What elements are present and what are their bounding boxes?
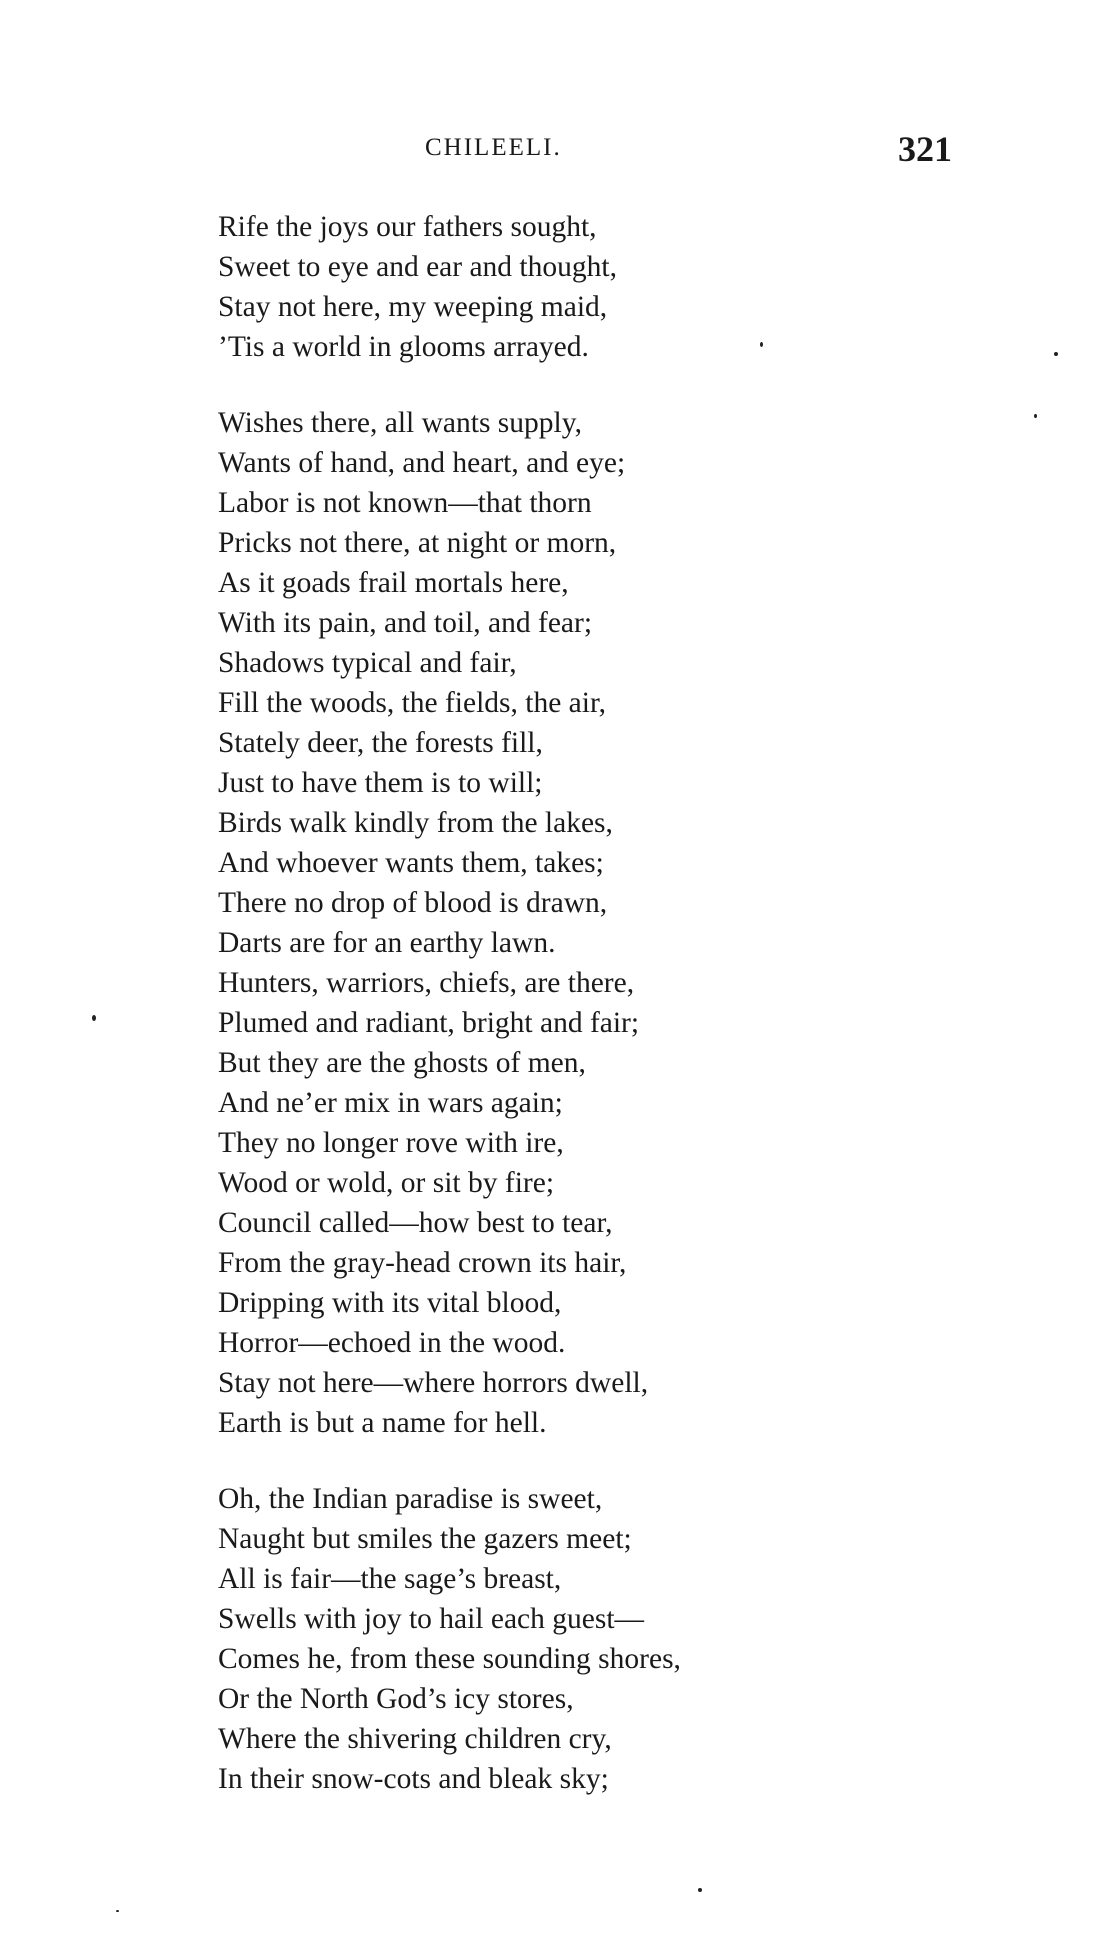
poem-line: Birds walk kindly from the lakes,	[218, 807, 613, 839]
poem-line: Labor is not known—that thorn	[218, 487, 592, 519]
poem-line: In their snow-cots and bleak sky;	[218, 1763, 609, 1795]
poem-line: Or the North God’s icy stores,	[218, 1683, 574, 1715]
poem-line: Stay not here, my weeping maid,	[218, 291, 608, 323]
poem-line: Wishes there, all wants supply,	[218, 407, 582, 439]
poem-line: Horror—echoed in the wood.	[218, 1327, 566, 1359]
poem-line: And ne’er mix in wars again;	[218, 1087, 563, 1119]
scan-speck	[92, 1015, 96, 1021]
poem-line: Darts are for an earthy lawn.	[218, 927, 556, 959]
poem-line: Dripping with its vital blood,	[218, 1287, 562, 1319]
poem-line: Pricks not there, at night or morn,	[218, 527, 617, 559]
poem-line: As it goads frail mortals here,	[218, 567, 569, 599]
running-title: CHILEELI.	[425, 134, 562, 161]
poem-line: Council called—how best to tear,	[218, 1207, 613, 1239]
poem-line: But they are the ghosts of men,	[218, 1047, 586, 1079]
poem-line: Plumed and radiant, bright and fair;	[218, 1007, 640, 1039]
poem-line: Rife the joys our fathers sought,	[218, 211, 597, 243]
page-number: 321	[898, 129, 952, 169]
poem-line: Wood or wold, or sit by fire;	[218, 1167, 555, 1199]
poem-line: Fill the woods, the fields, the air,	[218, 687, 606, 719]
poem-line: Wants of hand, and heart, and eye;	[218, 447, 626, 479]
poem-line: They no longer rove with ire,	[218, 1127, 564, 1159]
poem-line: With its pain, and toil, and fear;	[218, 607, 593, 639]
scan-speck	[1054, 352, 1058, 356]
poem-line: All is fair—the sage’s breast,	[218, 1563, 562, 1595]
scan-speck	[1034, 414, 1037, 418]
poem-line: Shadows typical and fair,	[218, 647, 517, 679]
poem-line: Stately deer, the forests fill,	[218, 727, 543, 759]
poem-line: ’Tis a world in glooms arrayed.	[218, 331, 589, 363]
poem-line: Just to have them is to will;	[218, 767, 543, 799]
scan-speck	[698, 1888, 702, 1892]
poem-line: Sweet to eye and ear and thought,	[218, 251, 617, 283]
poem-line: Swells with joy to hail each guest—	[218, 1603, 645, 1635]
stanza-1	[218, 207, 1038, 367]
scan-speck	[116, 1910, 119, 1912]
poem-line: There no drop of blood is drawn,	[218, 887, 608, 919]
poem-line: From the gray-head crown its hair,	[218, 1247, 627, 1279]
stanza-3	[218, 1479, 1038, 1799]
page-header	[0, 128, 1115, 168]
poem-line: Where the shivering children cry,	[218, 1723, 612, 1755]
scan-speck	[760, 342, 763, 347]
poem-line: Oh, the Indian paradise is sweet,	[218, 1483, 603, 1515]
poem-line: Comes he, from these sounding shores,	[218, 1643, 681, 1675]
poem-line: Earth is but a name for hell.	[218, 1407, 547, 1439]
poem-line: Stay not here—where horrors dwell,	[218, 1367, 649, 1399]
stanza-2	[218, 403, 1038, 1443]
poem-line: Naught but smiles the gazers meet;	[218, 1523, 632, 1555]
poem-body	[218, 207, 1038, 1799]
poem-line: Hunters, warriors, chiefs, are there,	[218, 967, 635, 999]
poem-line: And whoever wants them, takes;	[218, 847, 604, 879]
